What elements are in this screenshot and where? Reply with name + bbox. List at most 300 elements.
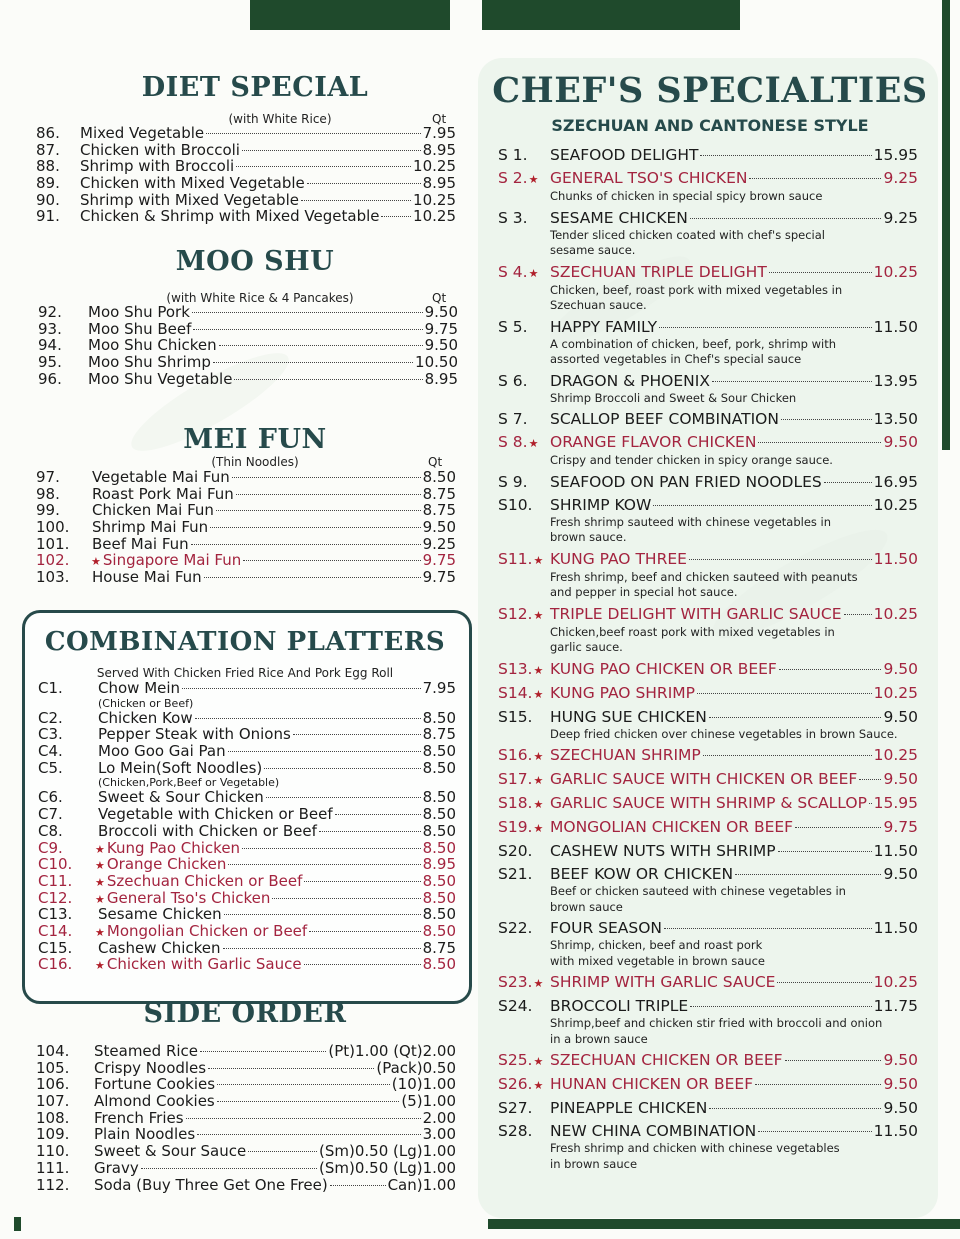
specialty-name: NEW CHINA COMBINATION [550,1122,757,1140]
specialty-code: S16. [498,746,533,764]
specialty-code: S17. [498,770,533,788]
item-price: 8.50 [422,921,456,940]
specialty-description: Deep fried chicken over chinese vegetables in brown Sauce. [550,726,898,741]
specialty-name: SEAFOOD ON PAN FRIED NOODLES [550,472,822,491]
item-number: C6. [38,788,63,807]
specialty-code: S 9. [498,472,528,491]
bottom-frame-bar [488,1219,960,1229]
dot-leader [219,345,423,346]
dot-leader [795,827,881,828]
item-price: 8.50 [422,888,456,907]
dot-leader [182,688,421,689]
specialty-item [498,818,918,838]
moo-shu-qt-label: Qt [432,291,447,305]
item-price: 7.95 [422,679,456,697]
dot-leader [224,914,421,915]
menu-item [36,1093,456,1110]
dot-leader [193,329,422,330]
specialty-code: S13. [498,659,533,678]
dot-leader [664,928,872,929]
specialty-code: S27. [498,1099,533,1117]
item-number: 95. [38,353,62,372]
menu-item [36,158,456,175]
item-price: 8.50 [422,871,456,890]
item-name: Moo Shu Pork [88,303,190,321]
chili-pepper-icon: ★ [533,750,544,763]
specialty-description: Shrimp Broccoli and Sweet & Sour Chicken [550,390,797,405]
item-number: 106. [36,1075,70,1094]
specialty-code-cell [498,169,550,189]
specialty-code-cell [498,842,550,861]
specialty-price: 16.95 [873,472,918,491]
moo-shu-heading: MOO SHU [175,246,335,277]
chili-pepper-icon: ★ [533,1079,544,1092]
item-name: Shrimp with Mixed Vegetable [80,190,299,209]
item-note: (Chicken,Pork,Beef or Vegetable) [98,776,280,790]
item-name: Steamed Rice [94,1042,199,1060]
specialty-name: KUNG PAO CHICKEN OR BEEF [550,659,777,678]
item-name: Vegetable with Chicken or Beef [98,805,333,824]
dot-leader [195,718,421,719]
item-number: 112. [36,1175,70,1194]
item-name: Moo Shu Beef [88,319,192,338]
specialty-description: sesame sauce. [550,243,636,257]
specialty-price: 11.50 [873,317,918,336]
item-price: 8.95 [422,174,456,193]
item-price: 9.50 [424,303,458,321]
specialty-name: BROCCOLI TRIPLE [550,997,689,1015]
specialty-name: GARLIC SAUCE WITH SHRIMP & SCALLOP [550,794,867,812]
chili-pepper-icon: ★ [95,925,105,939]
specialty-code-cell [498,973,550,993]
chefs-specialties-subtitle: SZECHUAN AND CANTONESE STYLE [551,116,869,135]
specialty-description: Fresh shrimp and chicken with chinese vegetables [550,1141,840,1155]
menu-item [38,743,456,760]
item-name: Beef Mai Fun [92,534,189,553]
item-name: Crispy Noodles [94,1058,207,1077]
specialty-item [498,1099,918,1118]
specialty-code-cell [498,433,550,453]
chili-pepper-icon: ★ [533,774,544,787]
specialty-code-cell [498,684,550,704]
menu-item [36,1143,456,1160]
specialty-item [498,919,918,938]
specialty-description: A combination of chicken, beef, pork, shrimp with [550,336,836,351]
dot-leader [236,166,411,167]
chili-pepper-icon: ★ [95,859,105,873]
dot-leader [228,751,421,752]
chili-pepper-icon: ★ [533,798,544,811]
menu-item [36,208,456,225]
specialty-price: 10.25 [873,746,918,764]
item-name: Moo Goo Gai Pan [98,742,226,761]
dot-leader [749,178,881,179]
chefs-specialties-list [498,146,918,1176]
moo-shu-list [38,304,458,387]
item-number: 94. [38,336,62,355]
dot-leader [859,779,881,780]
diet-special-subtitle: (with White Rice) [228,112,332,126]
item-name: Shrimp Mai Fun [92,518,209,537]
menu-item [38,321,458,338]
specialty-name: TRIPLE DELIGHT WITH GARLIC SAUCE [550,604,842,623]
specialty-item [498,496,918,515]
specialty-code: S14. [498,683,533,702]
specialty-name: ORANGE FLAVOR CHICKEN [550,433,757,451]
mei-fun-subtitle: (Thin Noodles) [211,455,299,469]
dot-leader [301,200,411,201]
dot-leader [293,734,421,735]
item-price: 8.50 [422,805,456,824]
item-number: 108. [36,1108,70,1127]
specialty-code: S20. [498,842,533,860]
specialty-code-cell [498,318,550,337]
specialty-item [498,794,918,814]
specialty-item [498,410,918,429]
item-name: Almond Cookies [94,1092,215,1111]
item-price: 10.25 [413,207,456,226]
chili-pepper-icon: ★ [533,608,544,622]
specialty-code-cell [498,818,550,838]
menu-item [38,304,458,321]
specialty-item [498,973,918,993]
dot-leader [777,982,871,983]
item-name: Shrimp with Broccoli [80,157,235,176]
item-name: Sesame Chicken [98,905,222,924]
item-number: 98. [36,484,60,503]
specialty-code: S 6. [498,371,528,390]
specialty-code-cell [498,263,550,283]
item-number: 89. [36,174,60,193]
item-price: 8.75 [422,938,456,957]
dot-leader [824,482,872,483]
item-name: Fortune Cookies [94,1075,216,1094]
menu-item [36,469,456,486]
specialty-description: brown sauce [550,899,623,914]
item-price: 8.50 [422,758,456,777]
specialty-price: 13.95 [873,371,918,390]
dot-leader [769,272,872,273]
item-number: 102. [36,551,70,570]
specialty-code: S 2. [498,169,528,187]
item-number: 97. [36,468,60,486]
item-price: 8.50 [422,905,456,924]
specialty-description: brown sauce. [550,530,627,544]
dot-leader [304,964,421,965]
dot-leader [758,442,881,443]
specialty-code-cell [498,1051,550,1071]
specialty-price: 9.50 [883,1075,918,1093]
item-number: C14. [38,921,73,940]
menu-item [36,536,456,553]
item-price: (Sm)0.50 (Lg)1.00 [319,1158,456,1177]
dot-leader [779,669,882,670]
item-name: Sweet & Sour Chicken [98,788,264,807]
dot-leader [208,1068,374,1069]
specialty-item [498,660,918,680]
specialty-name: BEEF KOW OR CHICKEN [550,865,734,883]
chili-pepper-icon: ★ [95,892,105,906]
specialty-code: S28. [498,1122,533,1140]
specialty-price: 9.50 [883,1099,918,1117]
specialty-description: Fresh shrimp sauteed with chinese vegetables in [550,514,832,529]
dot-leader [242,848,421,849]
specialty-item [498,473,918,492]
specialty-name: SZECHUAN CHICKEN OR BEEF [550,1051,783,1069]
item-number: C12. [38,888,73,907]
item-number: C4. [38,742,63,761]
item-name: Gravy [94,1158,139,1177]
dot-leader [242,150,421,151]
specialty-price: 11.50 [873,919,918,937]
item-price: 8.75 [422,484,456,503]
specialty-code: S18. [498,794,533,812]
specialty-name: HUNG SUE CHICKEN [550,707,707,726]
item-name: Soda (Buy Three Get One Free) [94,1175,328,1194]
item-price: 10.25 [413,190,456,209]
item-name: Szechuan Chicken or Beef [106,871,303,890]
dot-leader [690,1006,871,1007]
specialty-item [498,318,918,337]
item-name: Plain Noodles [94,1125,196,1144]
dot-leader [304,881,420,882]
item-name: Moo Shu Vegetable [88,369,233,388]
specialty-price: 10.25 [873,973,918,991]
specialty-price: 9.75 [883,818,918,836]
specialty-description: in a brown sauce [550,1031,648,1046]
item-name: Mongolian Chicken or Beef [106,921,308,940]
item-price: 8.75 [422,501,456,520]
menu-item [38,956,456,973]
specialty-item [498,865,918,884]
item-number: 110. [36,1142,70,1161]
specialty-description: Beef or chicken sauteed with chinese vegetables in [550,884,846,898]
specialty-description: in brown sauce [550,1156,638,1171]
item-number: 91. [36,207,60,226]
dot-leader [223,948,421,949]
specialty-code: S19. [498,818,533,836]
specialty-item [498,209,918,228]
combination-platters-list [38,680,456,973]
specialty-name: SZECHUAN SHRIMP [550,746,701,764]
specialty-description: assorted vegetables in Chef's special sauce [550,352,802,366]
item-name: Broccoli with Chicken or Beef [98,821,317,840]
item-name: Chicken with Broccoli [80,140,240,159]
dot-leader [703,755,872,756]
item-number: C2. [38,708,63,727]
item-number: 109. [36,1125,70,1144]
item-number: 100. [36,518,70,537]
specialty-code-cell [498,660,550,680]
specialty-name: HUNAN CHICKEN OR BEEF [550,1075,754,1093]
specialty-code-cell [498,473,550,492]
specialty-item [498,263,918,283]
specialty-code: S24. [498,997,533,1015]
item-name: Roast Pork Mai Fun [92,484,234,503]
specialty-item [498,146,918,165]
item-price: 8.50 [422,742,456,761]
specialty-code-cell [498,1099,550,1118]
dot-leader [234,379,422,380]
menu-item [38,873,456,890]
dot-leader [653,505,871,506]
combination-platters-heading: COMBINATION PLATTERS [44,627,446,657]
item-price: (Pack)0.50 [376,1058,456,1077]
item-number: C5. [38,758,63,777]
specialty-description: Fresh shrimp, beef and chicken sauteed with peanuts [550,569,858,584]
specialty-code: S11. [498,549,533,568]
item-price: 8.50 [422,788,456,807]
specialty-code: S 8. [498,433,528,451]
item-number: 107. [36,1092,70,1111]
specialty-code-cell [498,708,550,727]
menu-item [38,906,456,923]
item-price: 8.50 [422,468,456,486]
specialty-price: 9.50 [883,1051,918,1069]
item-number: 92. [38,303,62,321]
side-order-heading: SIDE ORDER [143,998,347,1029]
specialty-code: S 3. [498,208,528,227]
item-price: 9.75 [424,319,458,338]
specialty-item [498,842,918,861]
dot-leader [700,155,871,156]
dot-leader [248,1151,317,1152]
specialty-code-cell [498,919,550,938]
dot-leader [712,381,872,382]
chili-pepper-icon: ★ [95,842,105,856]
item-number: 88. [36,157,60,176]
dot-leader [869,803,872,804]
specialty-price: 9.50 [883,865,918,883]
menu-item [38,806,456,823]
item-name: Mixed Vegetable [80,124,205,142]
dot-leader [755,1084,881,1085]
mei-fun-heading: MEI FUN [183,424,327,455]
item-number: C1. [38,679,63,697]
specialty-item [498,684,918,704]
menu-item [36,486,456,503]
specialty-code: S 7. [498,410,528,428]
specialty-code-cell [498,410,550,429]
specialty-price: 9.50 [883,433,918,451]
specialty-item [498,1051,918,1071]
dot-leader [264,768,420,769]
item-number: C11. [38,871,73,890]
specialty-code: S21. [498,865,533,883]
dot-leader [191,544,421,545]
specialty-code-cell [498,496,550,515]
item-number: 111. [36,1158,70,1177]
dot-leader [758,1131,871,1132]
specialty-item [498,746,918,766]
item-price: 9.50 [424,336,458,355]
menu-item [36,1043,456,1060]
dot-leader [690,218,882,219]
specialty-code: S22. [498,919,533,937]
menu-item [36,1177,456,1194]
specialty-description: Shrimp, chicken, beef and roast pork [550,938,763,952]
menu-item [38,923,456,940]
menu-item [38,710,456,727]
specialty-code: S 1. [498,146,528,164]
dot-leader [778,851,872,852]
item-price: 8.50 [422,708,456,727]
item-name: Moo Shu Shrimp [88,353,211,372]
specialty-price: 15.95 [873,794,918,812]
item-number: 90. [36,190,60,209]
side-marker [942,0,950,450]
item-number: 93. [38,319,62,338]
specialty-description: Tender sliced chicken coated with chef's special [550,227,825,242]
item-price: 3.00 [422,1125,456,1144]
specialty-price: 9.25 [883,208,918,227]
chili-pepper-icon: ★ [95,959,105,973]
specialty-description: Chunks of chicken in special spicy brown sauce [550,189,823,203]
dot-leader [200,1051,326,1052]
menu-item [38,354,458,371]
mei-fun-qt-label: Qt [428,455,443,469]
dot-leader [697,693,872,694]
specialty-price: 9.25 [883,169,918,187]
item-name: Cashew Chicken [98,938,221,957]
dot-leader [217,1084,390,1085]
specialty-code-cell [498,605,550,625]
dot-leader [186,1118,421,1119]
item-price: 8.75 [422,725,456,744]
dot-leader [307,183,421,184]
specialty-name: CASHEW NUTS WITH SHRIMP [550,842,776,860]
item-price: 8.50 [422,821,456,840]
item-number: 101. [36,534,70,553]
menu-item [36,175,456,192]
specialty-item [498,433,918,453]
specialty-description: Chicken,beef roast pork with mixed vegetables in [550,624,835,639]
menu-item [38,856,456,873]
chefs-specialties-heading: CHEF'S SPECIALTIES [492,70,928,111]
item-price: (Pt)1.00 (Qt)2.00 [328,1042,456,1060]
item-number: C3. [38,725,63,744]
specialty-code-cell [498,746,550,766]
specialty-name: KUNG PAO THREE [550,549,687,568]
specialty-name: SEAFOOD DELIGHT [550,146,699,164]
specialty-item [498,169,918,189]
dot-leader [210,527,420,528]
chili-pepper-icon: ★ [533,977,544,990]
menu-item [36,125,456,142]
menu-item [38,760,456,777]
diet-special-heading: DIET SPECIAL [141,72,369,103]
specialty-code: S 5. [498,317,528,336]
specialty-description: with mixed vegetable in brown sauce [550,953,765,968]
specialty-code-cell [498,1075,550,1095]
specialty-item [498,605,918,625]
specialty-price: 10.25 [873,604,918,623]
menu-item [38,371,458,388]
dot-leader [381,216,411,217]
dot-leader [243,560,420,561]
dot-leader [232,477,421,478]
dot-leader [735,874,881,875]
mei-fun-list [36,469,456,586]
specialty-description: Szechuan sauce. [550,298,647,312]
specialty-code-cell [498,997,550,1016]
item-name: Vegetable Mai Fun [92,468,230,486]
specialty-name: SESAME CHICKEN [550,208,688,227]
menu-item [38,823,456,840]
specialty-name: GENERAL TSO'S CHICKEN [550,169,748,187]
item-name: Chicken with Garlic Sauce [106,955,302,974]
item-name: Chicken with Mixed Vegetable [80,174,305,193]
